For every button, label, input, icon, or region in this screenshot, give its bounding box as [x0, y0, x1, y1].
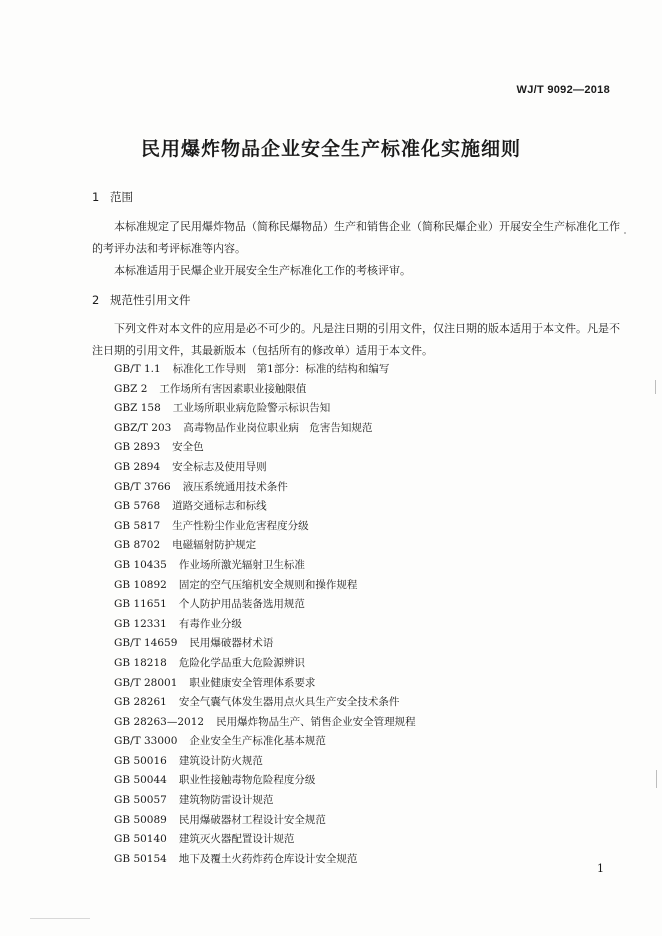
standard-code: WJ/T 9092—2018	[516, 84, 610, 96]
reference-code: GB 50016	[114, 754, 167, 767]
reference-title: 高毒物品作业岗位职业病 危害告知规范	[183, 421, 373, 434]
reference-code: GB 28261	[114, 696, 167, 709]
reference-item	[92, 536, 416, 556]
reference-code: GB 11651	[114, 598, 167, 611]
reference-title: 地下及覆土火药炸药仓库设计安全规范	[178, 852, 358, 865]
reference-item	[92, 771, 416, 791]
reference-item	[92, 732, 416, 752]
reference-title: 安全气囊气体发生器用点火具生产安全技术条件	[178, 696, 400, 709]
reference-code: GB 50140	[114, 833, 167, 846]
reference-item	[92, 850, 416, 870]
reference-code: GB/T 3766	[114, 480, 171, 493]
reference-item	[92, 399, 416, 419]
reference-title: 企业安全生产标准化基本规范	[189, 735, 326, 748]
reference-code: GB 12331	[114, 617, 167, 630]
section-2-heading	[92, 292, 191, 308]
reference-item	[92, 674, 416, 694]
reference-item	[92, 693, 416, 713]
reference-code: GB 50154	[114, 852, 167, 865]
reference-code: GB/T 33000	[114, 735, 178, 748]
reference-title: 标准化工作导则 第1部分：标准的结构和编写	[172, 363, 390, 375]
reference-item	[92, 458, 416, 478]
reference-title: 道路交通标志和标线	[172, 500, 267, 513]
reference-title: 作业场所激光辐射卫生标准	[178, 558, 305, 571]
reference-code: GB 8702	[114, 539, 161, 552]
reference-item	[92, 517, 416, 537]
reference-title: 民用爆炸物品生产、销售企业安全管理规程	[216, 715, 416, 728]
reference-code: GB 10892	[114, 578, 167, 591]
reference-code: GBZ 158	[114, 402, 161, 415]
reference-item	[92, 380, 416, 400]
reference-code: GB/T 1.1	[114, 363, 161, 375]
scan-speck	[656, 770, 657, 788]
reference-item	[92, 360, 416, 380]
reference-title: 工业场所职业病危险警示标识告知	[172, 402, 331, 415]
reference-code: GB 28263—2012	[114, 715, 205, 728]
reference-title: 有毒作业分级	[178, 617, 242, 630]
section-1-paragraph-2: 本标准适用于民爆企业开展安全生产标准化工作的考核评审。	[114, 264, 411, 277]
reference-code: GB 50089	[114, 813, 167, 826]
reference-title: 液压系统通用技术条件	[182, 480, 288, 493]
reference-code: GB 10435	[114, 558, 167, 571]
reference-title: 危险化学品重大危险源辨识	[178, 656, 305, 669]
reference-title: 生产性粉尘作业危害程度分级	[172, 519, 309, 532]
reference-item	[92, 713, 416, 733]
section-title: 范围	[110, 190, 133, 204]
reference-item	[92, 576, 416, 596]
reference-item	[92, 438, 416, 458]
reference-title: 职业健康安全管理体系要求	[189, 676, 316, 689]
reference-code: GBZ 2	[114, 382, 148, 395]
reference-code: GB 5768	[114, 500, 161, 513]
reference-item	[92, 654, 416, 674]
reference-item	[92, 595, 416, 615]
reference-code: GB 50044	[114, 774, 167, 787]
reference-title: 建筑设计防火规范	[178, 754, 263, 767]
reference-item	[92, 830, 416, 850]
reference-title: 职业性接触毒物危险程度分级	[178, 774, 316, 787]
reference-title: 民用爆破器材术语	[189, 637, 274, 650]
reference-item	[92, 478, 416, 498]
reference-code: GBZ/T 203	[114, 421, 172, 434]
reference-code: GB 18218	[114, 656, 167, 669]
reference-item	[92, 497, 416, 517]
reference-title: 民用爆破器材工程设计安全规范	[178, 813, 326, 826]
reference-item	[92, 634, 416, 654]
section-1-heading	[92, 189, 133, 205]
reference-code: GB 50057	[114, 794, 167, 807]
section-title: 规范性引用文件	[110, 293, 191, 307]
reference-code: GB 2894	[114, 460, 161, 473]
section-1-paragraph-1: 本标准规定了民用爆炸物品（简称民爆物品）生产和销售企业（简称民爆企业）开展安全生产标准化工作的考评办法和考评标准等内容。	[92, 220, 620, 255]
reference-title: 建筑灭火器配置设计规范	[178, 833, 295, 846]
reference-code: GB 5817	[114, 519, 161, 532]
reference-code: GB 2893	[114, 441, 161, 454]
reference-title: 个人防护用品装备选用规范	[178, 598, 305, 611]
reference-code: GB/T 28001	[114, 676, 178, 689]
reference-item	[92, 615, 416, 635]
document-title: 民用爆炸物品企业安全生产标准化实施细则	[140, 138, 521, 160]
reference-title: 固定的空气压缩机安全规则和操作规程	[178, 578, 358, 591]
reference-item	[92, 811, 416, 831]
reference-title: 安全标志及使用导则	[172, 460, 267, 473]
scan-speck	[30, 918, 90, 919]
section-number: 2	[92, 293, 100, 307]
reference-item	[92, 791, 416, 811]
reference-title: 建筑物防雷设计规范	[178, 794, 274, 807]
section-number: 1	[92, 190, 100, 204]
scan-speck	[655, 380, 656, 394]
reference-item	[92, 419, 416, 439]
reference-item	[92, 556, 416, 576]
reference-title: 安全色	[172, 441, 204, 454]
reference-title: 电磁辐射防护规定	[172, 539, 257, 552]
normative-references-list	[92, 360, 416, 869]
section-2-paragraph-1: 下列文件对本文件的应用是必不可少的。凡是注日期的引用文件，仅注日期的版本适用于本文件。凡是不注日期的引用文件，其最新版本（包括所有的修改单）适用于本文件。	[92, 322, 620, 357]
reference-item	[92, 752, 416, 772]
reference-code: GB/T 14659	[114, 637, 178, 650]
reference-title: 工作场所有害因素职业接触限值	[159, 382, 307, 395]
scan-speck	[624, 232, 626, 234]
page-number: 1	[597, 862, 604, 875]
